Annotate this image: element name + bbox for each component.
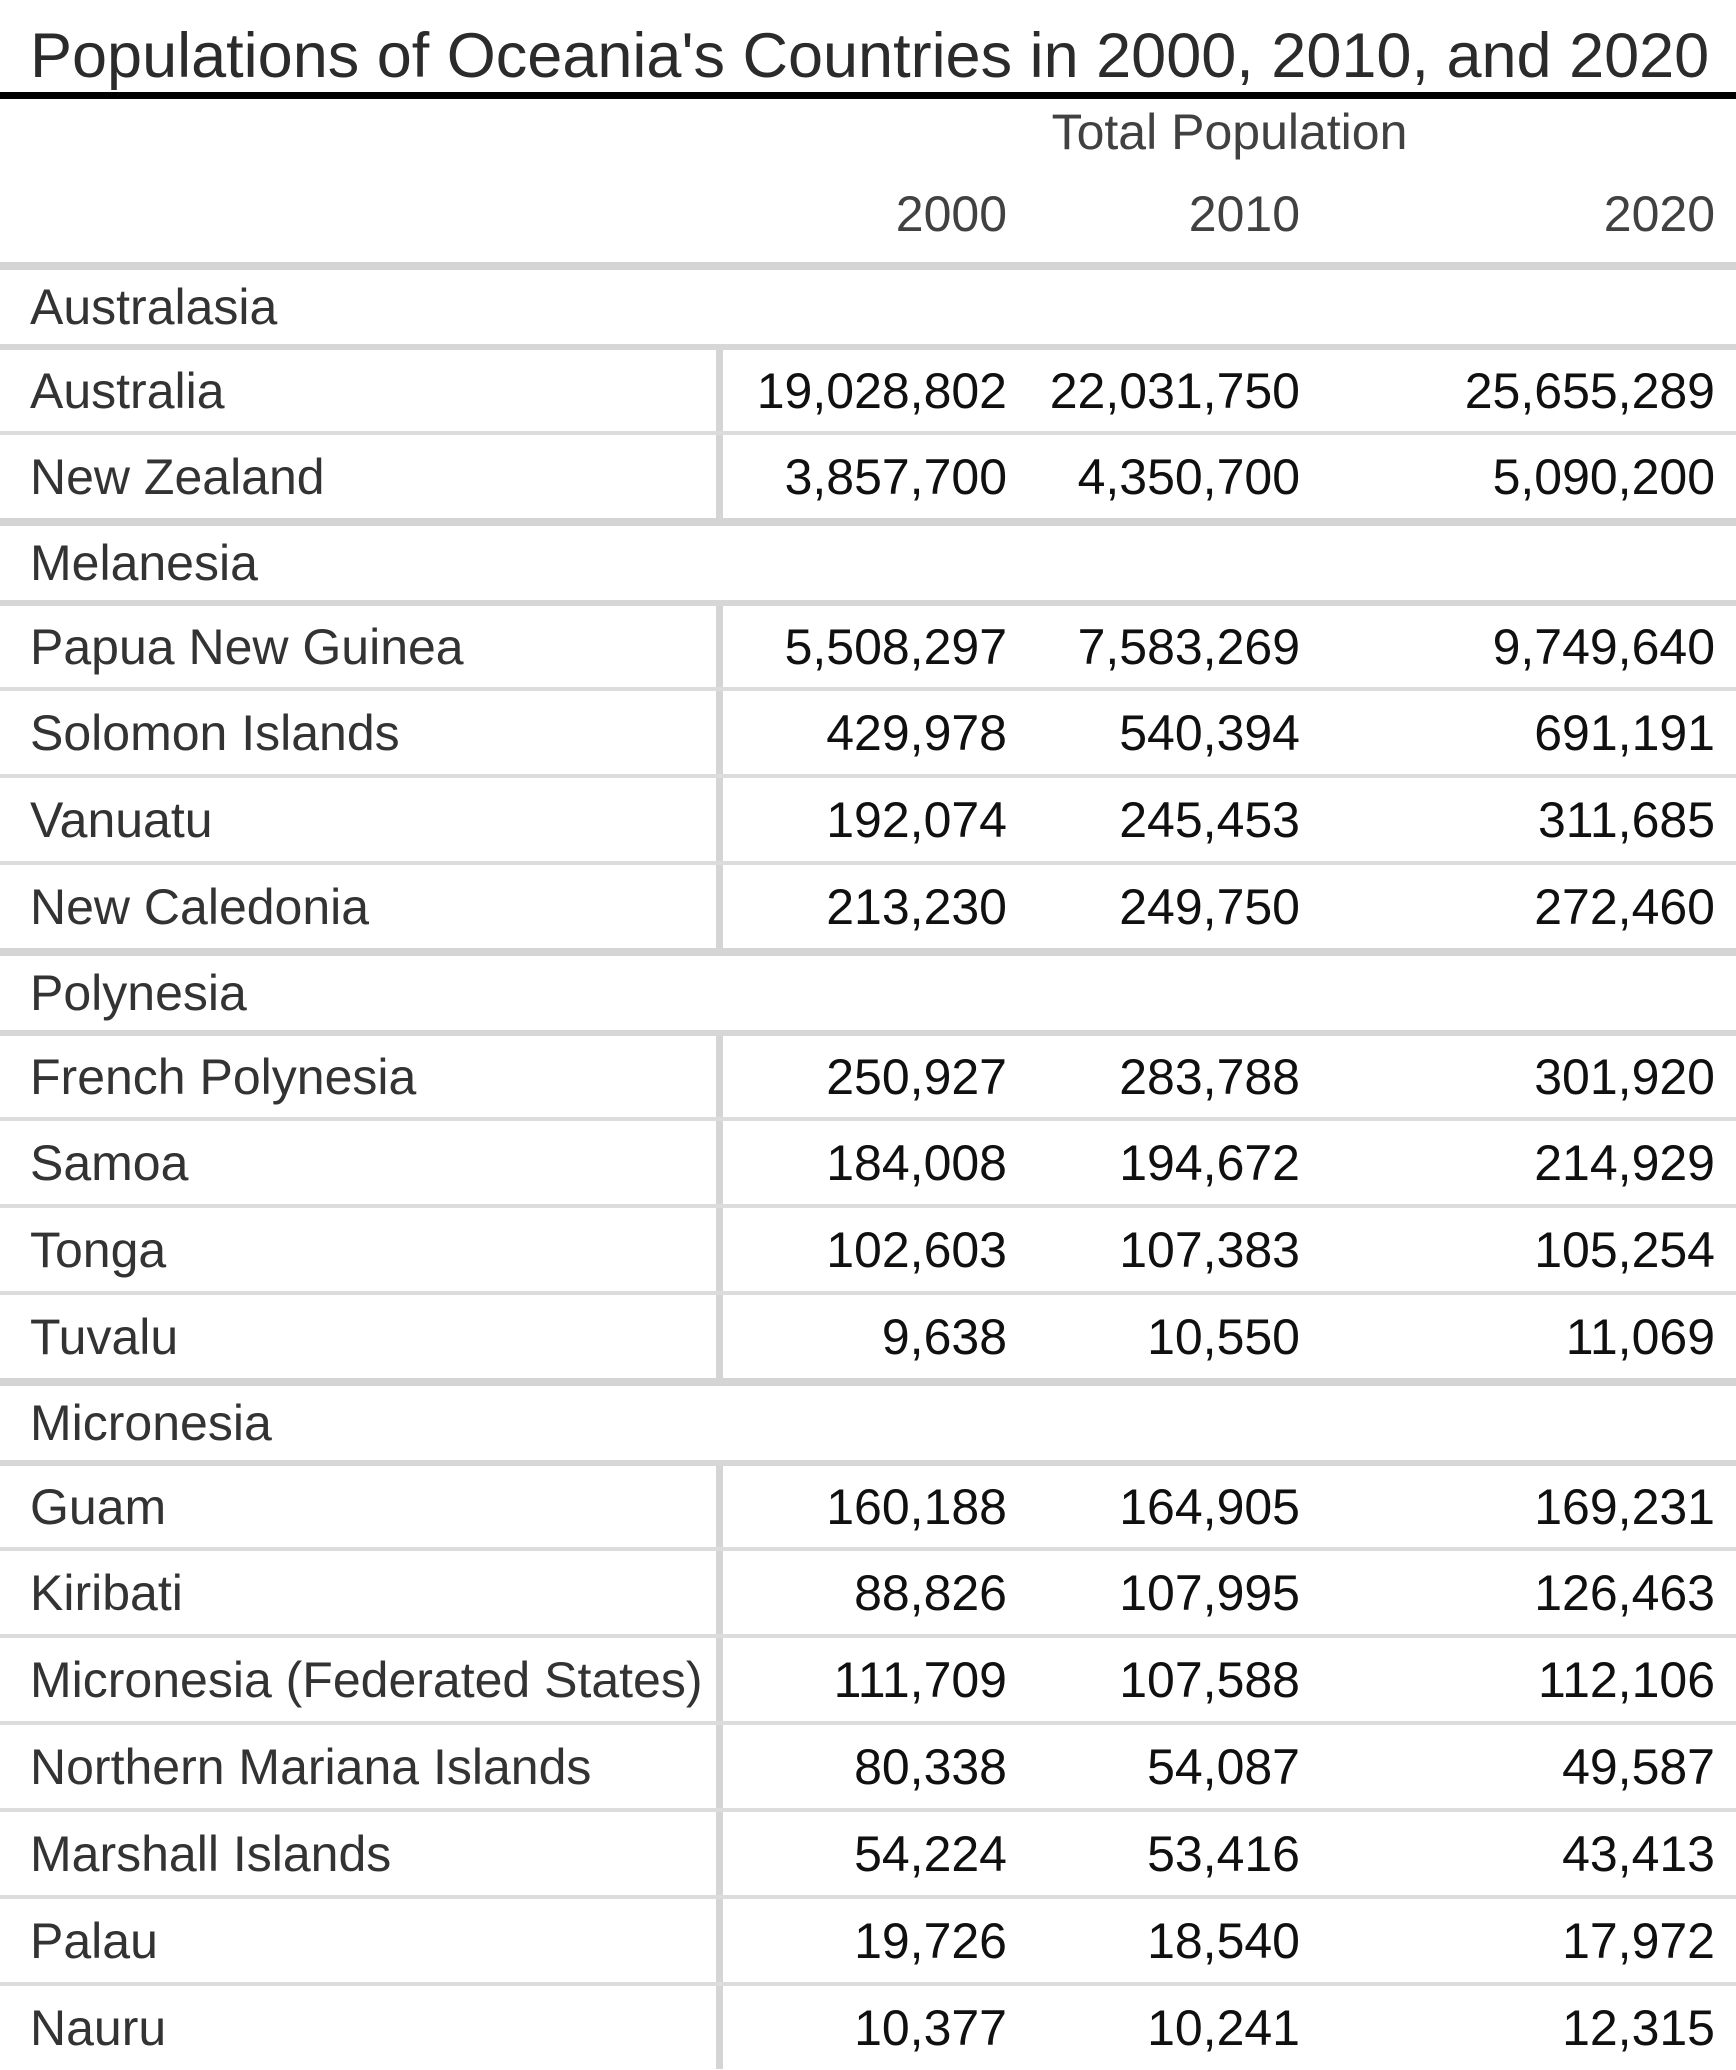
population-2000: 213,230 [826, 878, 1007, 935]
column-group-label: Total Population [1051, 104, 1408, 160]
country-name: Solomon Islands [0, 691, 723, 774]
table-row [0, 1291, 1736, 1378]
population-2000: 250,927 [826, 1048, 1007, 1105]
population-2010: 283,788 [1119, 1048, 1300, 1105]
title-divider [0, 92, 1736, 99]
population-2020: 301,920 [1534, 1048, 1715, 1105]
population-2000: 19,726 [854, 1912, 1007, 1969]
population-2010: 107,588 [1119, 1651, 1300, 1708]
country-name: Kiribati [0, 1551, 723, 1634]
region-label: Polynesia [30, 965, 247, 1021]
table-row [0, 1982, 1736, 2069]
table-row [0, 1721, 1736, 1808]
population-2020: 691,191 [1534, 704, 1715, 761]
population-2000: 184,008 [826, 1134, 1007, 1191]
country-name: Australia [0, 350, 723, 431]
table-row [0, 1204, 1736, 1291]
region-row [0, 262, 1736, 344]
column-group-header-row [0, 99, 1736, 165]
population-2010: 107,995 [1119, 1564, 1300, 1621]
population-2010: 540,394 [1119, 704, 1300, 761]
table-row [0, 1808, 1736, 1895]
population-2020: 105,254 [1534, 1221, 1715, 1278]
country-name: Tonga [0, 1208, 723, 1291]
population-2010: 18,540 [1147, 1912, 1300, 1969]
population-2000: 54,224 [854, 1825, 1007, 1882]
population-2000: 9,638 [881, 1308, 1007, 1365]
population-2020: 214,929 [1534, 1134, 1715, 1191]
population-2010: 10,550 [1147, 1308, 1300, 1365]
table-row [0, 344, 1736, 431]
population-2020: 43,413 [1562, 1825, 1715, 1882]
population-2020: 25,655,289 [1464, 362, 1715, 419]
table-row [0, 774, 1736, 861]
population-2010: 22,031,750 [1049, 362, 1300, 419]
table-row [0, 1030, 1736, 1117]
year-header-2020: 2020 [1603, 185, 1715, 242]
population-2000: 19,028,802 [756, 362, 1007, 419]
population-2000: 5,508,297 [784, 618, 1007, 675]
population-2010: 245,453 [1119, 791, 1300, 848]
population-2020: 126,463 [1534, 1564, 1715, 1621]
country-name: Samoa [0, 1121, 723, 1204]
population-2010: 194,672 [1119, 1134, 1300, 1191]
country-name: Papua New Guinea [0, 606, 723, 687]
year-header-row [0, 165, 1736, 262]
population-2020: 17,972 [1562, 1912, 1715, 1969]
population-2000: 429,978 [826, 704, 1007, 761]
label-column-spacer [0, 165, 723, 262]
country-name: Micronesia (Federated States) [0, 1638, 723, 1721]
population-2010: 107,383 [1119, 1221, 1300, 1278]
country-name: Guam [0, 1466, 723, 1547]
population-2020: 311,685 [1537, 791, 1715, 848]
table-row [0, 600, 1736, 687]
table-row [0, 1460, 1736, 1547]
country-name: Vanuatu [0, 778, 723, 861]
population-2020: 5,090,200 [1492, 448, 1715, 505]
population-2010: 164,905 [1119, 1478, 1300, 1535]
region-row [0, 948, 1736, 1030]
population-2000: 88,826 [854, 1564, 1007, 1621]
country-name: Marshall Islands [0, 1812, 723, 1895]
table-row [0, 861, 1736, 948]
region-label: Australasia [30, 279, 278, 335]
population-2000: 111,709 [833, 1651, 1007, 1708]
region-row [0, 1378, 1736, 1460]
population-2020: 272,460 [1534, 878, 1715, 935]
region-label: Micronesia [30, 1395, 272, 1451]
population-2000: 80,338 [854, 1738, 1007, 1795]
year-header-2000: 2000 [895, 185, 1007, 242]
population-2000: 102,603 [826, 1221, 1007, 1278]
country-name: French Polynesia [0, 1036, 723, 1117]
country-name: Tuvalu [0, 1295, 723, 1378]
population-2010: 10,241 [1147, 1999, 1300, 2056]
year-header-2010: 2010 [1188, 185, 1300, 242]
population-2010: 53,416 [1147, 1825, 1300, 1882]
table-row [0, 1547, 1736, 1634]
population-2020: 9,749,640 [1492, 618, 1715, 675]
region-row [0, 518, 1736, 600]
country-name: Palau [0, 1899, 723, 1982]
population-2000: 192,074 [826, 791, 1007, 848]
table-row [0, 1634, 1736, 1721]
country-name: New Zealand [0, 435, 723, 518]
population-2000: 3,857,700 [784, 448, 1007, 505]
population-2020: 169,231 [1534, 1478, 1715, 1535]
region-label: Melanesia [30, 535, 258, 591]
table-row [0, 431, 1736, 518]
table-row [0, 1117, 1736, 1204]
population-2020: 112,106 [1537, 1651, 1715, 1708]
country-name: Nauru [0, 1986, 723, 2069]
population-2020: 11,069 [1565, 1308, 1715, 1365]
population-2010: 7,583,269 [1077, 618, 1300, 675]
table-row [0, 687, 1736, 774]
population-2020: 49,587 [1562, 1738, 1715, 1795]
table-row [0, 1895, 1736, 1982]
page-title: Populations of Oceania's Countries in 2000, 2010, and 2020 [30, 21, 1710, 91]
country-name: Northern Mariana Islands [0, 1725, 723, 1808]
country-name: New Caledonia [0, 865, 723, 948]
population-2000: 10,377 [854, 1999, 1007, 2056]
population-2010: 54,087 [1147, 1738, 1300, 1795]
population-2020: 12,315 [1562, 1999, 1715, 2056]
population-2000: 160,188 [826, 1478, 1007, 1535]
population-2010: 4,350,700 [1077, 448, 1300, 505]
population-2010: 249,750 [1119, 878, 1300, 935]
